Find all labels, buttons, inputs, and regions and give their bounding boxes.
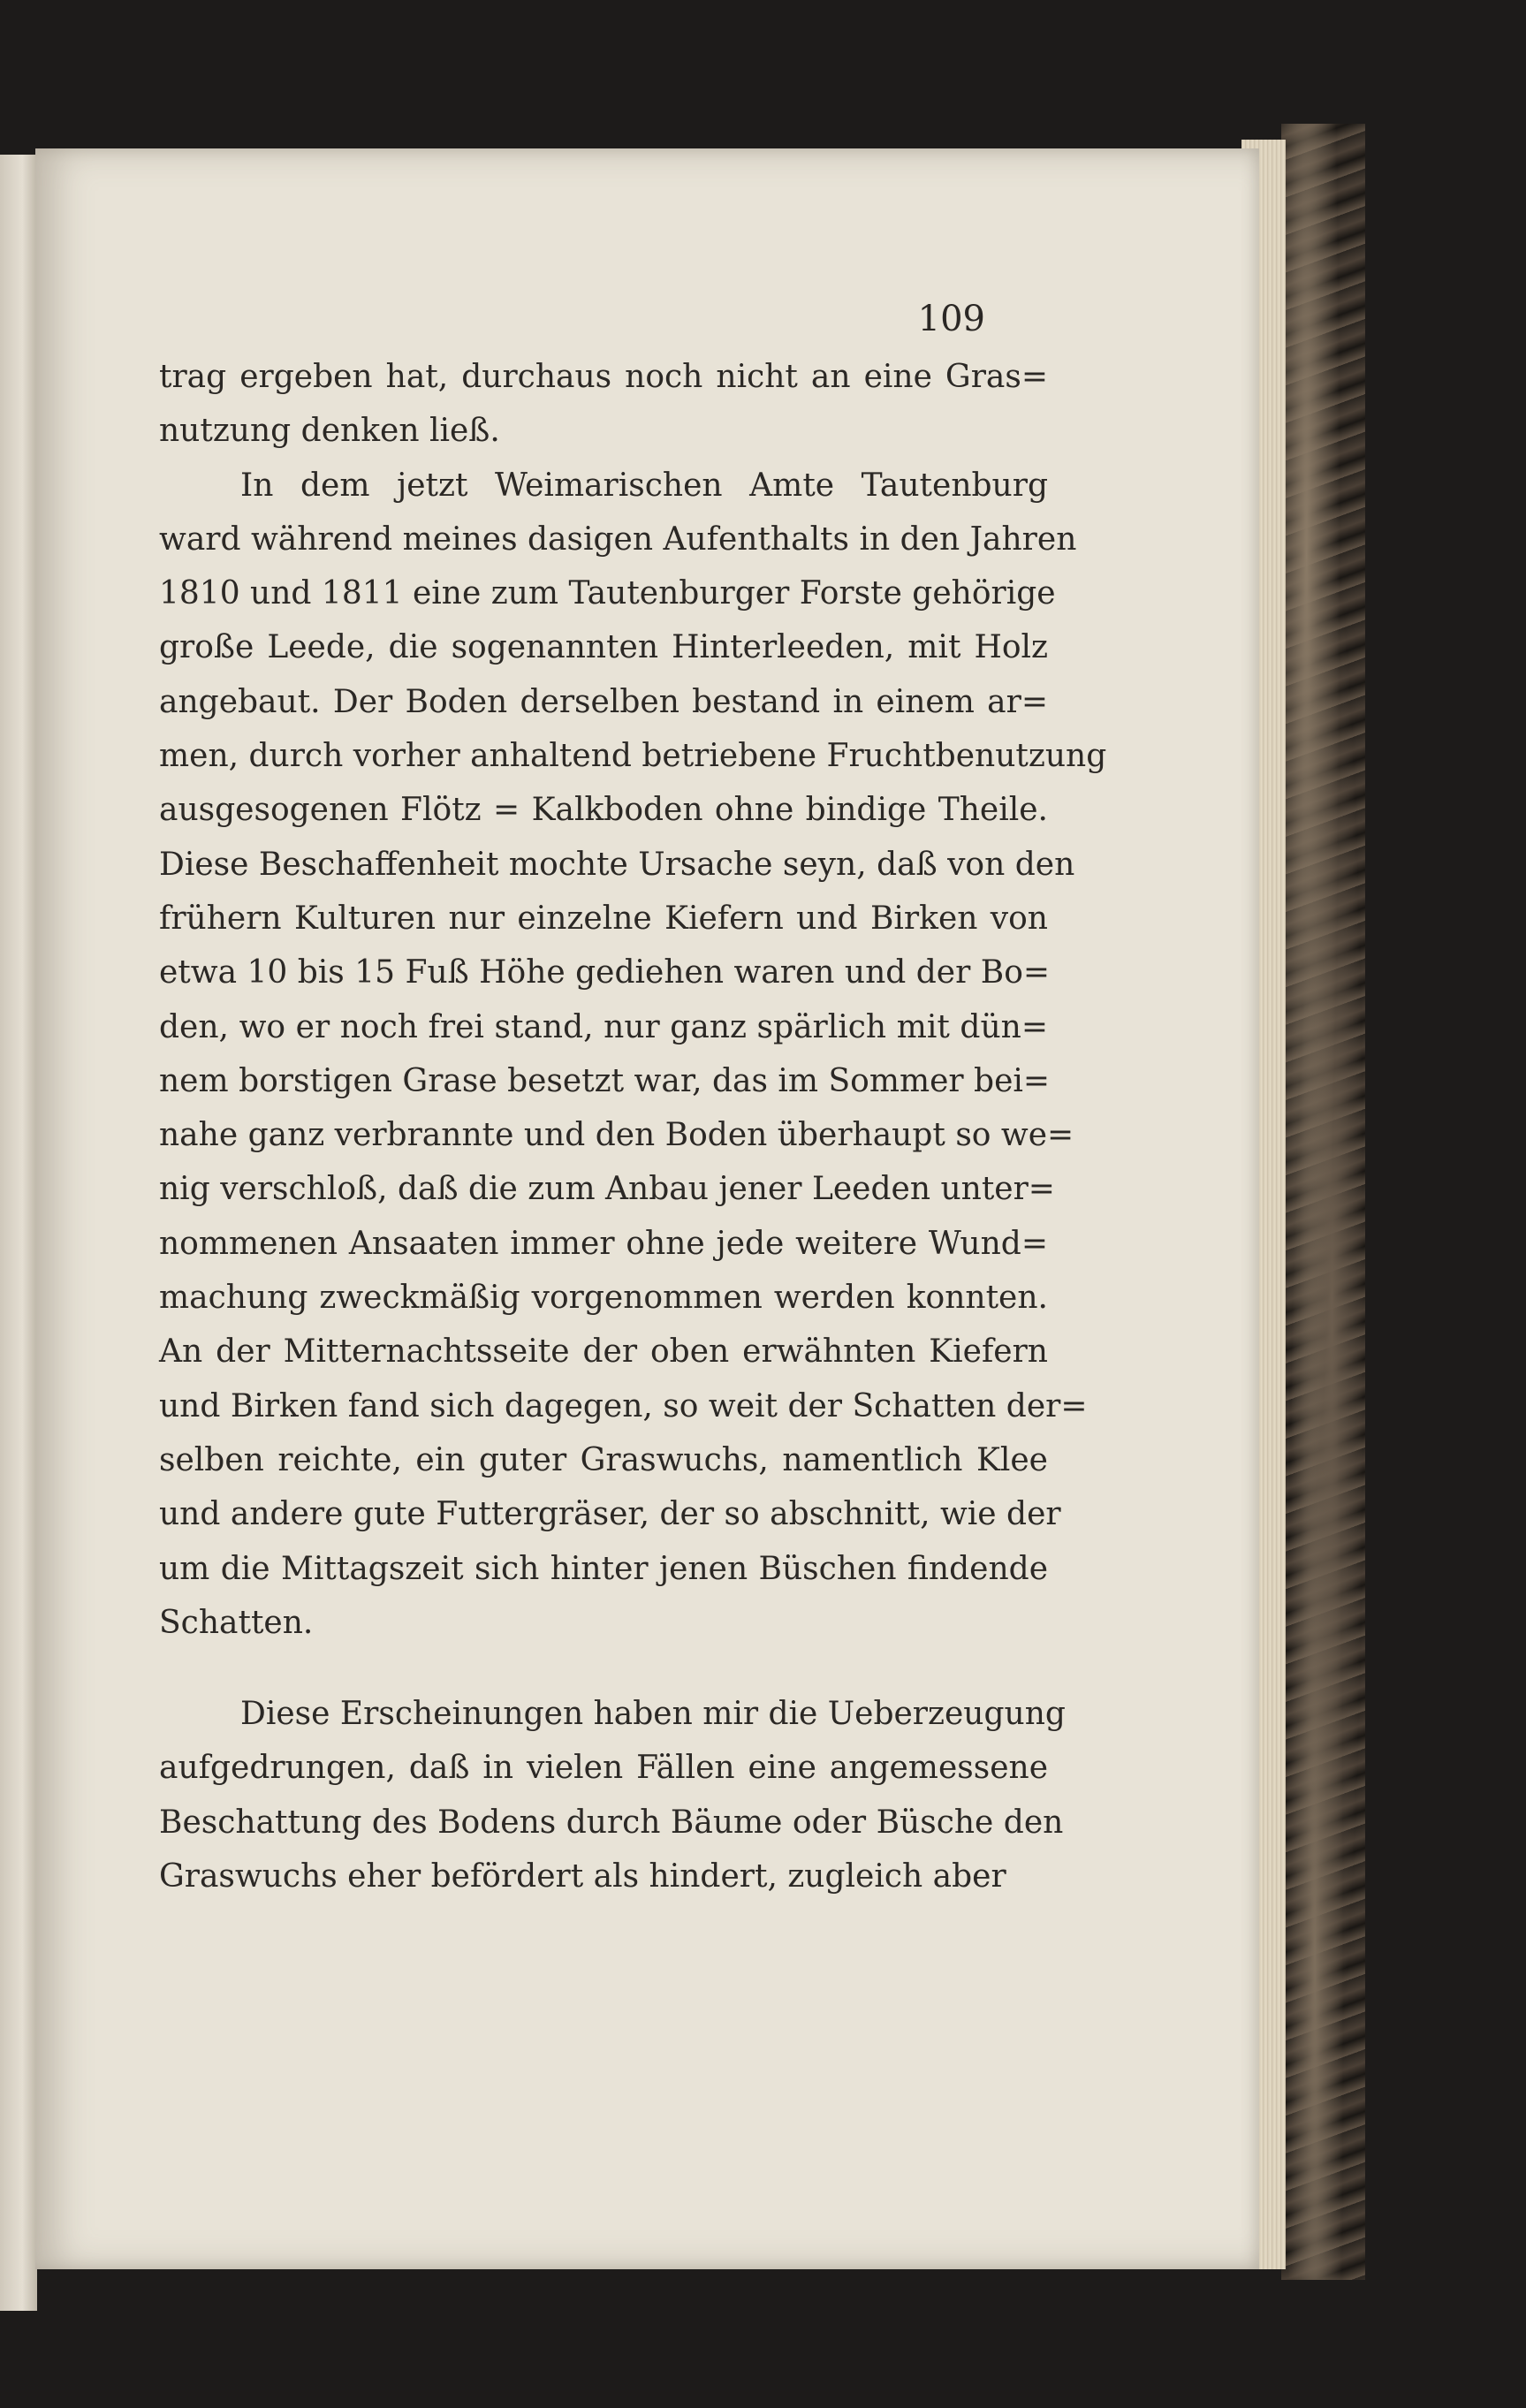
marbled-book-cover	[1281, 124, 1365, 2280]
text-line: machung zweckmäßig vorgenommen werden konnten.	[159, 1280, 1048, 1317]
text-line: um die Mittagszeit sich hinter jenen Büschen findende	[159, 1550, 1048, 1587]
text-line: In dem jetzt Weimarischen Amte Tautenburg	[240, 467, 1048, 504]
text-line: aufgedrungen, daß in vielen Fällen eine angemessene	[159, 1750, 1048, 1787]
text-line: An der Mitternachtsseite der oben erwähnten Kiefern	[159, 1333, 1048, 1371]
text-line: und Birken fand sich dagegen, so weit der Schatten der=	[159, 1387, 1088, 1424]
text-line: men, durch vorher anhaltend betriebene Fruchtbenutzung	[159, 738, 1107, 775]
text-line: nem borstigen Grase besetzt war, das im Sommer bei=	[159, 1062, 1051, 1099]
page-number: 109	[917, 299, 985, 339]
text-line: nig verschloß, daß die zum Anbau jener Leeden unter=	[159, 1171, 1055, 1208]
text-line: ausgesogenen Flötz = Kalkboden ohne bindige Theile.	[159, 792, 1048, 829]
text-line: 1810 und 1811 eine zum Tautenburger Forste gehörige	[159, 575, 1056, 612]
text-line: Diese Erscheinungen haben mir die Ueberzeugung	[240, 1696, 1066, 1733]
text-line: frühern Kulturen nur einzelne Kiefern und Birken von	[159, 900, 1048, 937]
text-line: große Leede, die sogenannten Hinterleeden, mit Holz	[159, 629, 1048, 666]
text-line: nommenen Ansaaten immer ohne jede weitere Wund=	[159, 1225, 1048, 1262]
book-page	[35, 148, 1259, 2269]
text-line: Graswuchs eher befördert als hindert, zugleich aber	[159, 1858, 1006, 1895]
text-line: etwa 10 bis 15 Fuß Höhe gediehen waren und der Bo=	[159, 954, 1051, 991]
text-line: nutzung denken ließ.	[159, 413, 500, 450]
text-line: Beschattung des Bodens durch Bäume oder Büsche den	[159, 1804, 1064, 1841]
text-line: selben reichte, ein guter Graswuchs, namentlich Klee	[159, 1441, 1048, 1478]
text-line: und andere gute Futtergräser, der so abschnitt, wie der	[159, 1496, 1061, 1533]
text-line: angebaut. Der Boden derselben bestand in einem ar=	[159, 683, 1048, 720]
text-line: ward während meines dasigen Aufenthalts in den Jahren	[159, 520, 1077, 558]
text-line: nahe ganz verbrannte und den Boden überhaupt so we=	[159, 1117, 1074, 1154]
page-text	[159, 350, 1107, 1903]
text-line: Schatten.	[159, 1604, 314, 1641]
text-line: trag ergeben hat, durchaus noch nicht an eine Gras=	[159, 359, 1048, 395]
facing-page-edge	[0, 155, 37, 2311]
text-line: den, wo er noch frei stand, nur ganz spärlich mit dün=	[159, 1008, 1048, 1045]
text-line: Diese Beschaffenheit mochte Ursache seyn, daß von den	[159, 846, 1075, 883]
paragraph-gap	[159, 1650, 1048, 1687]
